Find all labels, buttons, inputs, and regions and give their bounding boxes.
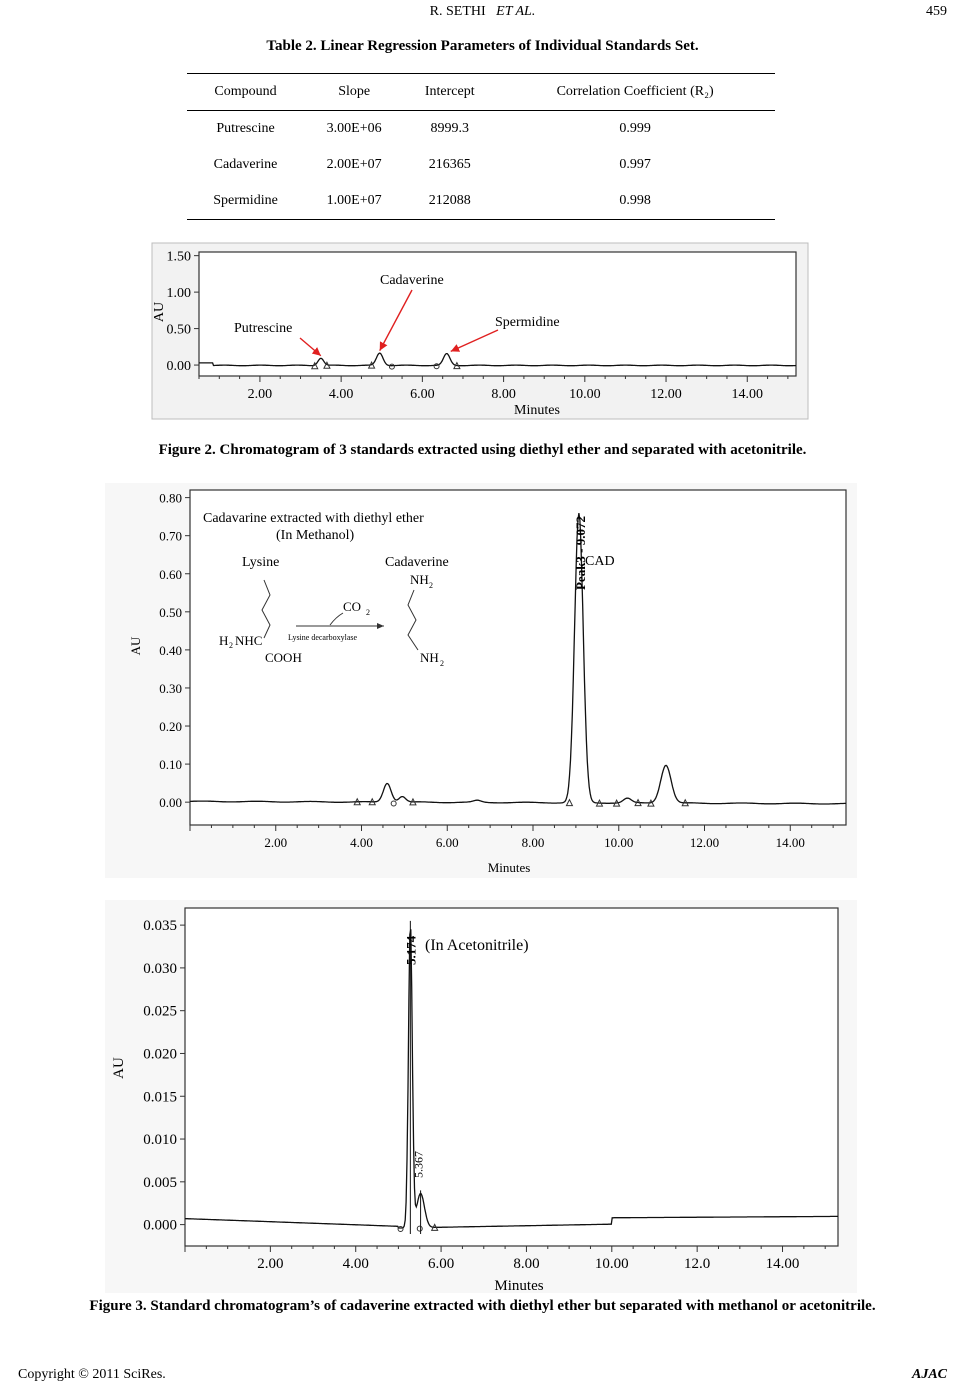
scheme-subscript: 2 <box>229 641 233 650</box>
column-header: Compound <box>187 74 304 111</box>
x-tick-label: 14.00 <box>765 1256 800 1272</box>
column-header: Intercept <box>404 74 495 111</box>
x-tick-label: 2.00 <box>257 1256 284 1272</box>
y-tick-label: 0.70 <box>159 528 182 544</box>
footer-journal: AJAC <box>911 1367 947 1382</box>
scheme-h2nhc: H <box>219 633 229 648</box>
y-tick-label: 0.10 <box>159 757 182 773</box>
scheme-subscript: 2 <box>440 659 444 668</box>
plot-area <box>185 908 838 1246</box>
running-head-etal: ET AL. <box>496 4 536 19</box>
y-tick-label: 0.020 <box>143 1046 177 1063</box>
footer-copyright: Copyright © 2011 SciRes. <box>18 1367 166 1382</box>
x-tick-label: 4.00 <box>342 1256 369 1272</box>
x-tick-label: 8.00 <box>513 1256 540 1272</box>
table-cell: 8999.3 <box>430 121 469 136</box>
y-tick-label: 0.000 <box>143 1217 177 1234</box>
y-tick-label: 0.60 <box>159 566 182 582</box>
y-axis-label: AU <box>128 636 143 656</box>
scheme-nh2-bottom: NH <box>420 650 439 665</box>
x-tick-label: 4.00 <box>350 835 373 850</box>
figure3-caption: Figure 3. Standard chromatogram’s of cadaverine extracted with diethyl ether but separated with methanol or acetonitrile. <box>89 1298 876 1314</box>
scheme-h2nhc: NHC <box>235 633 263 648</box>
running-head-author: R. SETHI <box>429 4 486 19</box>
y-tick-label: 0.035 <box>143 918 177 935</box>
table-cell: Spermidine <box>187 183 304 220</box>
x-tick-label: 12.00 <box>689 835 720 850</box>
x-tick-label: 8.00 <box>491 387 516 402</box>
x-tick-label: 14.00 <box>731 387 764 402</box>
table-cell: Putrescine <box>216 121 275 136</box>
figure2-caption: Figure 2. Chromatogram of 3 standards extracted using diethyl ether and separated with acetonitrile. <box>158 442 807 458</box>
column-header: Correlation Coefficient (R₂) <box>495 74 775 111</box>
peak-annotation: Spermidine <box>495 315 560 330</box>
y-tick-label: 0.80 <box>159 490 182 506</box>
scheme-subscript: 2 <box>366 608 370 617</box>
peak-retention-label: 5.367 <box>411 1151 426 1178</box>
table-cell: 212088 <box>404 183 495 220</box>
y-tick-label: 1.50 <box>166 249 191 265</box>
scheme-enzyme-label: Lysine decarboxylase <box>288 633 358 642</box>
scheme-lysine-label: Lysine <box>242 555 280 570</box>
y-tick-label: 0.50 <box>159 604 182 620</box>
inset-title: Cadavarine extracted with diethyl ether <box>203 511 424 526</box>
x-axis-label: Minutes <box>514 403 560 418</box>
x-tick-label: 2.00 <box>264 835 288 850</box>
y-tick-label: 0.40 <box>159 642 182 658</box>
x-tick-label: 12.00 <box>650 387 682 402</box>
y-tick-label: 0.30 <box>159 680 182 696</box>
scheme-nh2-top: NH <box>410 572 429 587</box>
x-tick-label: 6.00 <box>410 387 435 402</box>
y-tick-label: 0.00 <box>159 795 182 811</box>
x-tick-label: 6.00 <box>427 1256 455 1272</box>
inset-subtitle: (In Methanol) <box>276 528 355 543</box>
table-cell: 2.00E+07 <box>326 157 382 172</box>
peak-retention-label: Peak3 - 9.072 <box>572 515 588 590</box>
x-tick-label: 2.00 <box>247 387 273 402</box>
y-tick-label: 0.025 <box>143 1003 177 1020</box>
scheme-subscript: 2 <box>429 581 433 590</box>
table-cell: 0.999 <box>619 121 651 136</box>
x-tick-label: 10.00 <box>604 835 634 850</box>
peak-annotation: Cadaverine <box>380 273 444 288</box>
column-header: Slope <box>304 74 404 111</box>
y-tick-label: 0.00 <box>166 359 191 375</box>
y-tick-label: 0.20 <box>159 719 182 735</box>
peak-annotation-cad: CAD <box>585 554 615 569</box>
peak-annotation: Putrescine <box>234 321 293 336</box>
scheme-cooh: COOH <box>265 650 302 665</box>
x-tick-label: 6.00 <box>435 835 459 850</box>
table-cell: 216365 <box>428 157 471 172</box>
x-tick-label: 10.00 <box>569 387 601 402</box>
acetonitrile-title: (In Acetonitrile) <box>425 937 529 954</box>
y-tick-label: 0.010 <box>143 1132 177 1149</box>
table-cell: 0.998 <box>495 183 775 220</box>
table-cell: 0.997 <box>619 157 651 172</box>
y-tick-label: 0.030 <box>143 960 177 977</box>
table-cell: Cadaverine <box>213 157 278 172</box>
y-tick-label: 0.005 <box>143 1174 177 1191</box>
table-cell: 3.00E+06 <box>326 121 382 136</box>
y-axis-label: AU <box>111 1057 127 1079</box>
x-tick-label: 4.00 <box>328 387 354 402</box>
y-tick-label: 0.015 <box>143 1089 177 1106</box>
page-number: 459 <box>926 4 947 19</box>
y-axis-label: AU <box>152 301 167 323</box>
peak-retention-label: 5.174 <box>403 935 419 965</box>
x-tick-label: 10.00 <box>594 1256 629 1272</box>
y-tick-label: 0.50 <box>166 322 191 338</box>
x-tick-label: 8.00 <box>521 835 545 850</box>
scheme-cadaverine-label: Cadaverine <box>385 555 449 570</box>
x-axis-label: Minutes <box>487 860 531 875</box>
table-cell: 1.00E+07 <box>304 183 404 220</box>
y-tick-label: 1.00 <box>166 286 191 302</box>
x-tick-label: 14.00 <box>775 835 805 850</box>
x-axis-label: Minutes <box>494 1278 544 1294</box>
x-tick-label: 12.0 <box>684 1256 711 1272</box>
scheme-co2: CO <box>343 599 362 614</box>
table-caption: Table 2. Linear Regression Parameters of Individual Standards Set. <box>266 38 699 54</box>
